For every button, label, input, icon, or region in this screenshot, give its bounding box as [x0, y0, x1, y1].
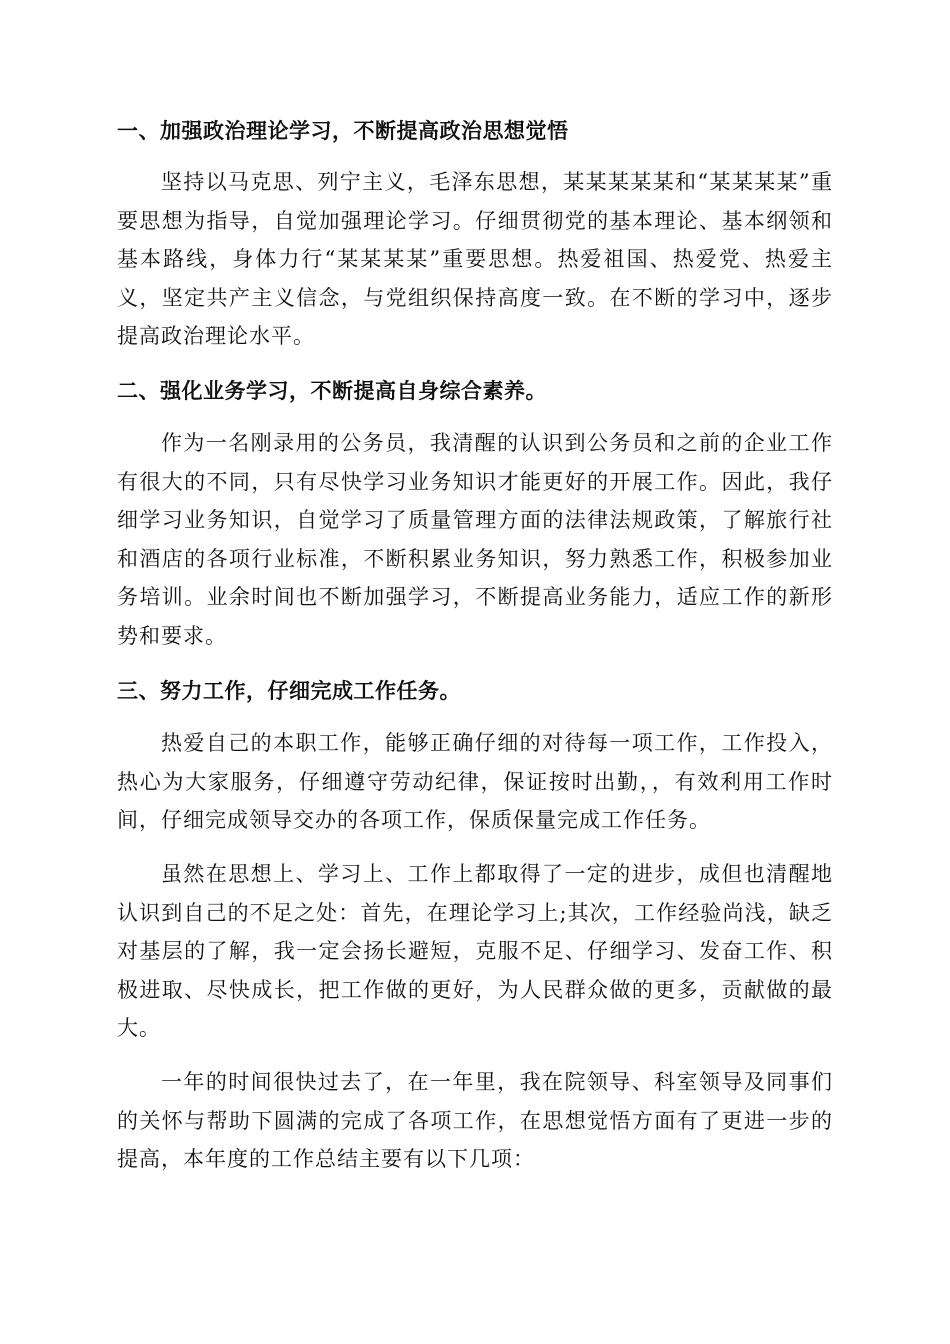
section-heading-2: 二、强化业务学习，不断提高自身综合素养。	[117, 378, 547, 403]
section-3-paragraph-3: 一年的时间很快过去了，在一年里，我在院领导、科室领导及同事们的关怀与帮助下圆满的完成了各项工作，在思想觉悟方面有了更进一步的提高，本年度的工作总结主要有以下几项：	[117, 1070, 833, 1171]
section-3-paragraph-2: 虽然在思想上、学习上、工作上都取得了一定的进步，成但也清醒地认识到自己的不足之处：首先，在理论学习上;其次，工作经验尚浅，缺乏对基层的了解，我一定会扬长避短，克服不足、仔细学习、发奋工作、积极进取、尽快成长，把工作做的更好，为人民群众做的更多，贡献做的最大。	[117, 862, 833, 1040]
section-2-paragraph-1: 作为一名刚录用的公务员，我清醒的认识到公务员和之前的企业工作有很大的不同，只有尽快学习业务知识才能更好的开展工作。因此，我仔细学习业务知识，自觉学习了质量管理方面的法律法规政策，了解旅行社和酒店的各项行业标准，不断积累业务知识，努力熟悉工作，积极参加业务培训。业余时间也不断加强学习，不断提高业务能力，适应工作的新形势和要求。	[117, 431, 833, 648]
section-3-paragraph-1: 热爱自己的本职工作，能够正确仔细的对待每一项工作，工作投入，热心为大家服务，仔细遵守劳动纪律，保证按时出勤，，有效利用工作时间，仔细完成领导交办的各项工作，保质保量完成工作任务。	[117, 731, 833, 832]
section-heading-1: 一、加强政治理论学习，不断提高政治思想觉悟	[117, 118, 569, 143]
section-1-paragraph-1: 坚持以马克思、列宁主义，毛泽东思想，某某某某某和“某某某某”重要思想为指导，自觉加强理论学习。仔细贯彻党的基本理论、基本纲领和基本路线，身体力行“某某某某”重要思想。热爱祖国、热爱党、热爱主义，坚定共产主义信念，与党组织保持高度一致。在不断的学习中，逐步提高政治理论水平。	[117, 170, 833, 348]
section-heading-3: 三、努力工作，仔细完成工作任务。	[117, 678, 461, 703]
